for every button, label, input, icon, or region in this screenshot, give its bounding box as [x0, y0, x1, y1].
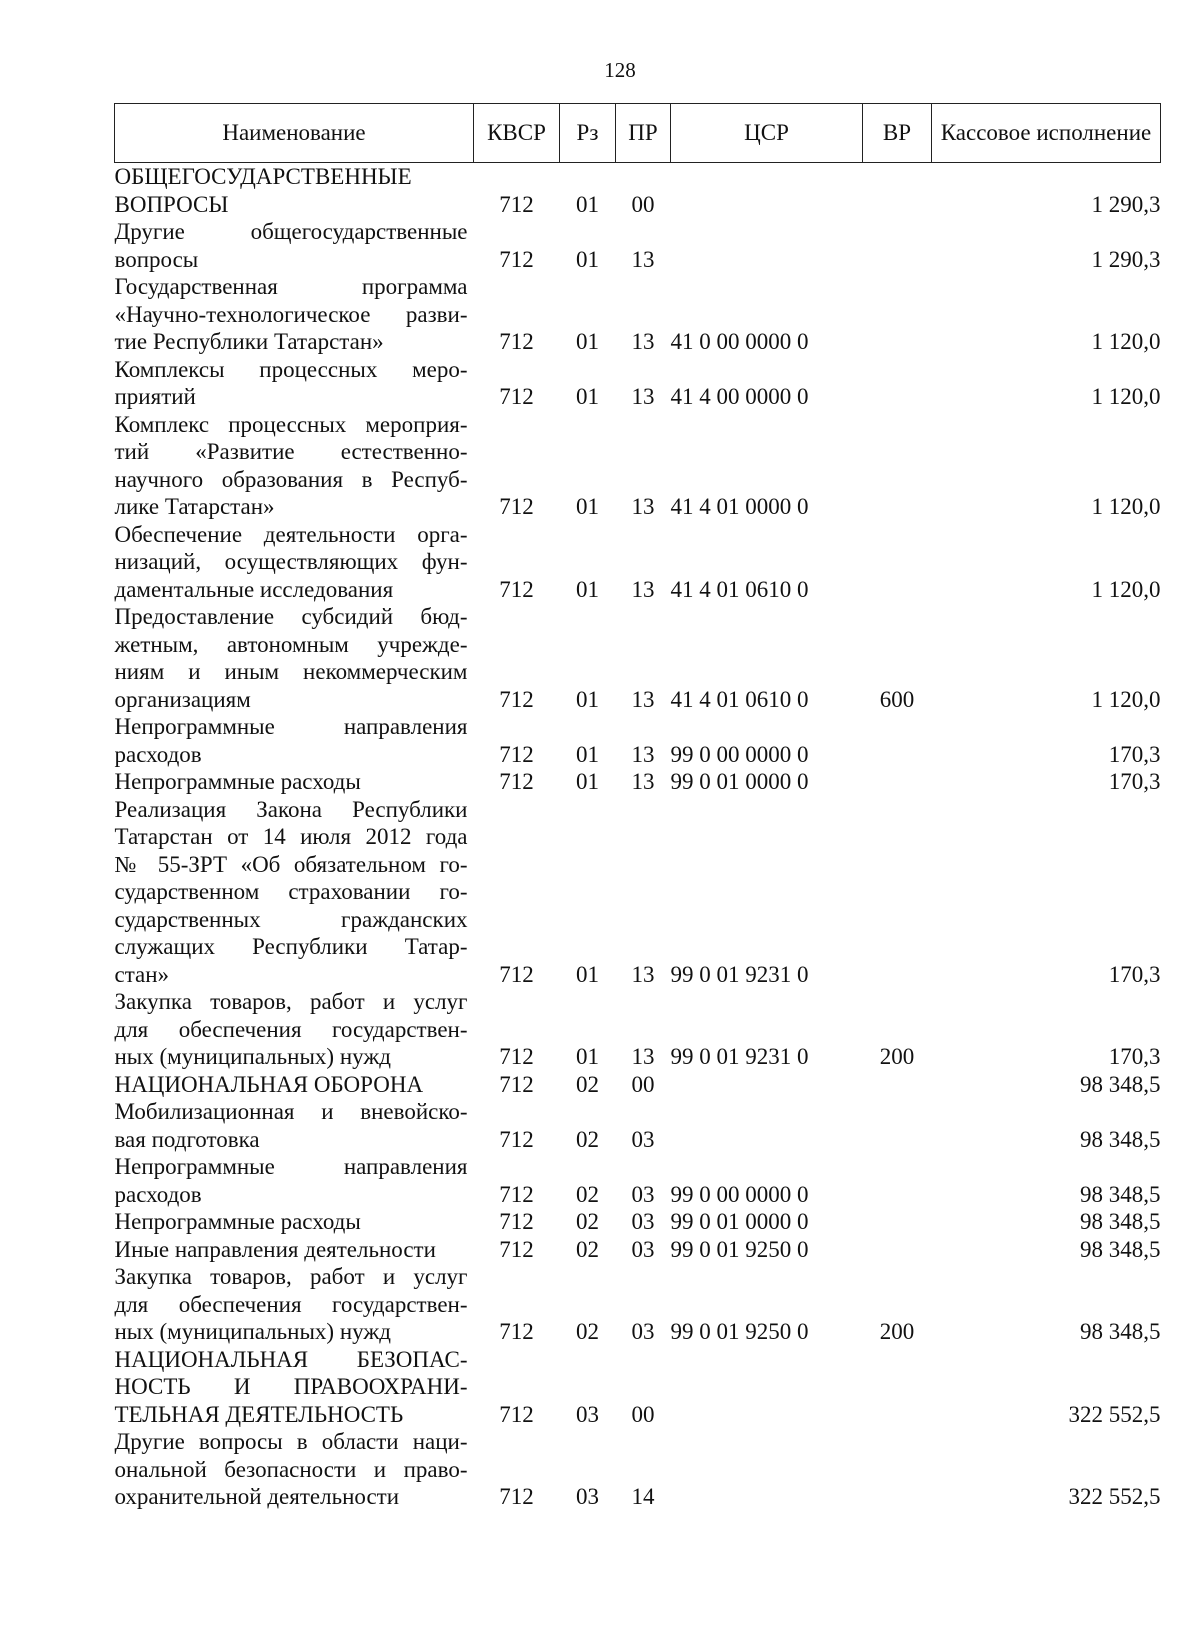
- row-pr: 03: [631, 1209, 655, 1234]
- row-pr: 13: [631, 246, 655, 272]
- row-kvsr: 712: [499, 769, 534, 794]
- row-name-line: Иные направления деятельности: [114, 1236, 436, 1262]
- row-name: [115, 1346, 474, 1429]
- table-header: [115, 104, 1161, 163]
- table-row: [115, 1153, 1161, 1208]
- row-name-line: для обеспечения государствен-: [114, 1016, 468, 1042]
- row-kvsr: 712: [499, 1401, 534, 1427]
- row-name: [115, 1098, 474, 1153]
- row-amount: 98 348,5: [1080, 1236, 1161, 1262]
- row-name-line: научного образования в Респуб-: [114, 466, 468, 492]
- row-name: [115, 1208, 474, 1236]
- row-name: [115, 273, 474, 356]
- row-kvsr: 712: [499, 494, 534, 519]
- row-vr: [863, 163, 932, 219]
- row-vr: [863, 273, 932, 356]
- row-name: [115, 1071, 474, 1099]
- header-name: Наименование: [115, 104, 474, 163]
- table-row: [115, 1346, 1161, 1429]
- row-vr: 200: [879, 1044, 915, 1069]
- row-name-line: ных (муниципальных) нужд: [114, 1044, 391, 1069]
- row-vr: [863, 356, 932, 411]
- row-vr: [863, 1208, 932, 1236]
- row-name-line: № 55-ЗРТ «Об обязательном го-: [114, 851, 468, 877]
- row-pr: 00: [631, 1071, 655, 1097]
- row-name-line: тие Республики Татарстан»: [114, 329, 384, 354]
- row-pr: 13: [631, 494, 655, 519]
- row-name-line: даментальные исследования: [114, 576, 394, 602]
- row-name-line: Комплекс процессных мероприя-: [114, 411, 468, 437]
- row-amount: 170,3: [1108, 741, 1161, 767]
- table-row: [115, 163, 1161, 219]
- row-name-line: Другие вопросы в области наци-: [114, 1429, 468, 1454]
- row-amount: 1 120,0: [1091, 686, 1161, 712]
- row-csr: 99 0 01 9250 0: [670, 1236, 809, 1262]
- row-name: [115, 1263, 474, 1346]
- row-vr: [863, 713, 932, 768]
- row-kvsr: 712: [499, 329, 534, 354]
- row-amount: 1 290,3: [1091, 246, 1161, 272]
- row-amount: 98 348,5: [1080, 1319, 1161, 1344]
- row-amount: 1 290,3: [1091, 191, 1161, 217]
- row-name-line: ональной безопасности и право-: [114, 1456, 468, 1482]
- row-name-line: стан»: [114, 961, 170, 987]
- row-csr: 41 4 00 0000 0: [670, 384, 809, 409]
- table-body: [115, 163, 1161, 1511]
- row-name-line: жетным, автономным учрежде-: [114, 631, 468, 657]
- table-row: [115, 1428, 1161, 1511]
- table-row: [115, 988, 1161, 1071]
- row-name-line: служащих Республики Татар-: [114, 934, 468, 959]
- row-name: [115, 411, 474, 521]
- row-kvsr: 712: [499, 961, 534, 987]
- row-csr: 99 0 01 0000 0: [670, 769, 809, 794]
- row-csr: 41 4 01 0000 0: [670, 494, 809, 519]
- row-kvsr: 712: [499, 686, 534, 712]
- row-vr: [863, 411, 932, 521]
- row-csr: [671, 1428, 863, 1511]
- row-rz: 02: [576, 1181, 599, 1207]
- row-name-line: организациям: [114, 686, 251, 712]
- row-kvsr: 712: [499, 1319, 534, 1344]
- table-row: [115, 1236, 1161, 1264]
- header-vr: ВР: [863, 104, 932, 163]
- table-row: [115, 1208, 1161, 1236]
- row-name-line: расходов: [114, 741, 202, 767]
- row-amount: 1 120,0: [1091, 384, 1161, 409]
- row-csr: [671, 1346, 863, 1429]
- header-amount: Кассовое исполнение: [932, 104, 1161, 163]
- row-name-line: вопросы: [114, 246, 199, 272]
- table-row: [115, 1098, 1161, 1153]
- row-name: [115, 713, 474, 768]
- row-rz: 01: [576, 384, 599, 409]
- row-csr: 99 0 00 0000 0: [670, 1181, 809, 1207]
- row-kvsr: 712: [499, 1044, 534, 1069]
- page-number: 128: [604, 58, 636, 82]
- row-rz: 03: [576, 1401, 599, 1427]
- row-amount: 170,3: [1108, 769, 1161, 794]
- table-row: [115, 796, 1161, 989]
- row-name-line: Непрограммные направления: [114, 714, 468, 739]
- row-pr: 03: [631, 1181, 655, 1207]
- row-name-line: Реализация Закона Республики: [114, 796, 468, 822]
- row-amount: 1 120,0: [1091, 329, 1161, 354]
- row-name: [115, 988, 474, 1071]
- row-rz: 02: [576, 1126, 599, 1152]
- row-name: [115, 603, 474, 713]
- row-name: [115, 796, 474, 989]
- row-vr: [863, 521, 932, 604]
- row-pr: 13: [631, 741, 655, 767]
- table-row: [115, 713, 1161, 768]
- row-pr: 13: [631, 686, 655, 712]
- row-pr: 13: [631, 769, 655, 794]
- row-name-line: охранительной деятельности: [114, 1484, 400, 1509]
- row-csr: 99 0 00 0000 0: [670, 741, 809, 767]
- row-kvsr: 712: [499, 1071, 534, 1097]
- row-rz: 01: [576, 741, 599, 767]
- row-kvsr: 712: [499, 1209, 534, 1234]
- row-name-line: Другие общегосударственные: [114, 219, 468, 244]
- header-rz: Рз: [560, 104, 616, 163]
- row-csr: [671, 218, 863, 273]
- row-vr: [863, 1428, 932, 1511]
- row-csr: [671, 163, 863, 219]
- row-name-line: Непрограммные расходы: [114, 1209, 361, 1234]
- row-amount: 98 348,5: [1080, 1181, 1161, 1207]
- row-name-line: НАЦИОНАЛЬНАЯ ОБОРОНА: [114, 1071, 424, 1097]
- row-vr: [863, 1236, 932, 1264]
- row-name-line: сударственном страховании го-: [114, 879, 468, 904]
- row-kvsr: 712: [499, 1181, 534, 1207]
- row-kvsr: 712: [499, 1484, 534, 1509]
- row-name: [115, 218, 474, 273]
- row-name-line: Обеспечение деятельности орга-: [114, 521, 468, 547]
- row-pr: 03: [631, 1236, 655, 1262]
- row-vr: [863, 1071, 932, 1099]
- row-vr: [863, 1098, 932, 1153]
- table-row: [115, 521, 1161, 604]
- row-pr: 13: [631, 329, 655, 354]
- table-row: [115, 768, 1161, 796]
- table-row: [115, 273, 1161, 356]
- row-csr: 99 0 01 9250 0: [670, 1319, 809, 1344]
- row-rz: 01: [576, 329, 599, 354]
- row-name-line: для обеспечения государствен-: [114, 1291, 468, 1317]
- row-csr: 99 0 01 0000 0: [670, 1209, 809, 1234]
- row-pr: 13: [631, 384, 655, 409]
- row-amount: 322 552,5: [1068, 1401, 1161, 1427]
- row-name-line: Непрограммные расходы: [114, 769, 361, 794]
- row-kvsr: 712: [499, 741, 534, 767]
- row-amount: 170,3: [1108, 961, 1161, 987]
- row-rz: 01: [576, 686, 599, 712]
- row-name-line: Закупка товаров, работ и услуг: [114, 1264, 468, 1289]
- row-amount: 170,3: [1108, 1044, 1161, 1069]
- row-rz: 02: [576, 1319, 599, 1344]
- row-amount: 1 120,0: [1091, 494, 1161, 519]
- row-name-line: Непрограммные направления: [114, 1154, 468, 1179]
- row-name-line: Татарстан от 14 июля 2012 года: [114, 824, 468, 849]
- row-name-line: ОБЩЕГОСУДАРСТВЕННЫЕ: [114, 164, 412, 189]
- table-row: [115, 411, 1161, 521]
- row-pr: 13: [631, 961, 655, 987]
- row-name: [115, 1428, 474, 1511]
- row-amount: 98 348,5: [1080, 1209, 1161, 1234]
- table-row: [115, 356, 1161, 411]
- row-name-line: ных (муниципальных) нужд: [114, 1319, 391, 1344]
- table-row: [115, 218, 1161, 273]
- row-kvsr: 712: [499, 191, 534, 217]
- row-kvsr: 712: [499, 246, 534, 272]
- row-rz: 01: [576, 494, 599, 519]
- row-name-line: Закупка товаров, работ и услуг: [114, 989, 468, 1014]
- row-name: [115, 356, 474, 411]
- row-name-line: вая подготовка: [114, 1126, 260, 1152]
- table-row: [115, 1263, 1161, 1346]
- row-pr: 00: [631, 1401, 655, 1427]
- row-vr: [863, 796, 932, 989]
- row-name: [115, 1153, 474, 1208]
- row-vr: [863, 768, 932, 796]
- row-name-line: ТЕЛЬНАЯ ДЕЯТЕЛЬНОСТЬ: [114, 1401, 404, 1427]
- row-kvsr: 712: [499, 384, 534, 409]
- row-vr: 200: [879, 1319, 915, 1344]
- row-csr: [671, 1071, 863, 1099]
- row-name-line: НАЦИОНАЛЬНАЯ БЕЗОПАС-: [114, 1346, 468, 1372]
- row-rz: 02: [576, 1236, 599, 1262]
- row-vr: 600: [879, 686, 915, 712]
- row-name: [115, 521, 474, 604]
- row-kvsr: 712: [499, 1126, 534, 1152]
- row-pr: 14: [631, 1484, 655, 1509]
- row-amount: 1 120,0: [1091, 576, 1161, 602]
- row-vr: [863, 218, 932, 273]
- row-rz: 01: [576, 246, 599, 272]
- row-name-line: Комплексы процессных меро-: [114, 356, 468, 382]
- row-name-line: Мобилизационная и вневойско-: [114, 1099, 468, 1124]
- row-name-line: сударственных гражданских: [114, 906, 468, 932]
- row-pr: 13: [631, 1044, 655, 1069]
- row-vr: [863, 1153, 932, 1208]
- row-name-line: лике Татарстан»: [114, 494, 275, 519]
- row-name: [115, 768, 474, 796]
- row-rz: 01: [576, 769, 599, 794]
- row-csr: 99 0 01 9231 0: [670, 1044, 809, 1069]
- row-csr: 41 4 01 0610 0: [670, 686, 809, 712]
- row-name-line: ниям и иным некоммерческим: [114, 659, 468, 684]
- row-name: [115, 1236, 474, 1264]
- row-name-line: ВОПРОСЫ: [114, 191, 229, 217]
- row-kvsr: 712: [499, 1236, 534, 1262]
- row-amount: 98 348,5: [1080, 1071, 1161, 1097]
- row-rz: 01: [576, 576, 599, 602]
- row-name-line: расходов: [114, 1181, 202, 1207]
- row-rz: 01: [576, 191, 599, 217]
- row-name-line: НОСТЬ И ПРАВООХРАНИ-: [114, 1374, 468, 1399]
- row-rz: 02: [576, 1071, 599, 1097]
- row-name-line: Предоставление субсидий бюд-: [114, 604, 468, 629]
- row-pr: 00: [631, 191, 655, 217]
- row-pr: 03: [631, 1126, 655, 1152]
- row-csr: 99 0 01 9231 0: [670, 961, 809, 987]
- row-rz: 01: [576, 961, 599, 987]
- row-rz: 03: [576, 1484, 599, 1509]
- header-pr: ПР: [616, 104, 671, 163]
- row-rz: 02: [576, 1209, 599, 1234]
- row-pr: 03: [631, 1319, 655, 1344]
- row-rz: 01: [576, 1044, 599, 1069]
- row-amount: 98 348,5: [1080, 1126, 1161, 1152]
- row-vr: [863, 1346, 932, 1429]
- row-name-line: приятий: [114, 384, 196, 409]
- table-row: [115, 603, 1161, 713]
- row-csr: 41 0 00 0000 0: [670, 329, 809, 354]
- row-csr: 41 4 01 0610 0: [670, 576, 809, 602]
- row-pr: 13: [631, 576, 655, 602]
- row-amount: 322 552,5: [1068, 1484, 1161, 1509]
- row-name-line: Государственная программа: [114, 274, 468, 299]
- table-row: [115, 1071, 1161, 1099]
- row-name-line: тий «Развитие естественно-: [114, 439, 468, 464]
- row-name: [115, 163, 474, 219]
- row-csr: [671, 1098, 863, 1153]
- header-kvsr: КВСР: [474, 104, 560, 163]
- header-csr: ЦСР: [671, 104, 863, 163]
- budget-table: [114, 103, 1161, 1511]
- row-name-line: низаций, осуществляющих фун-: [114, 549, 468, 574]
- row-name-line: «Научно-технологическое разви-: [114, 301, 468, 327]
- row-kvsr: 712: [499, 576, 534, 602]
